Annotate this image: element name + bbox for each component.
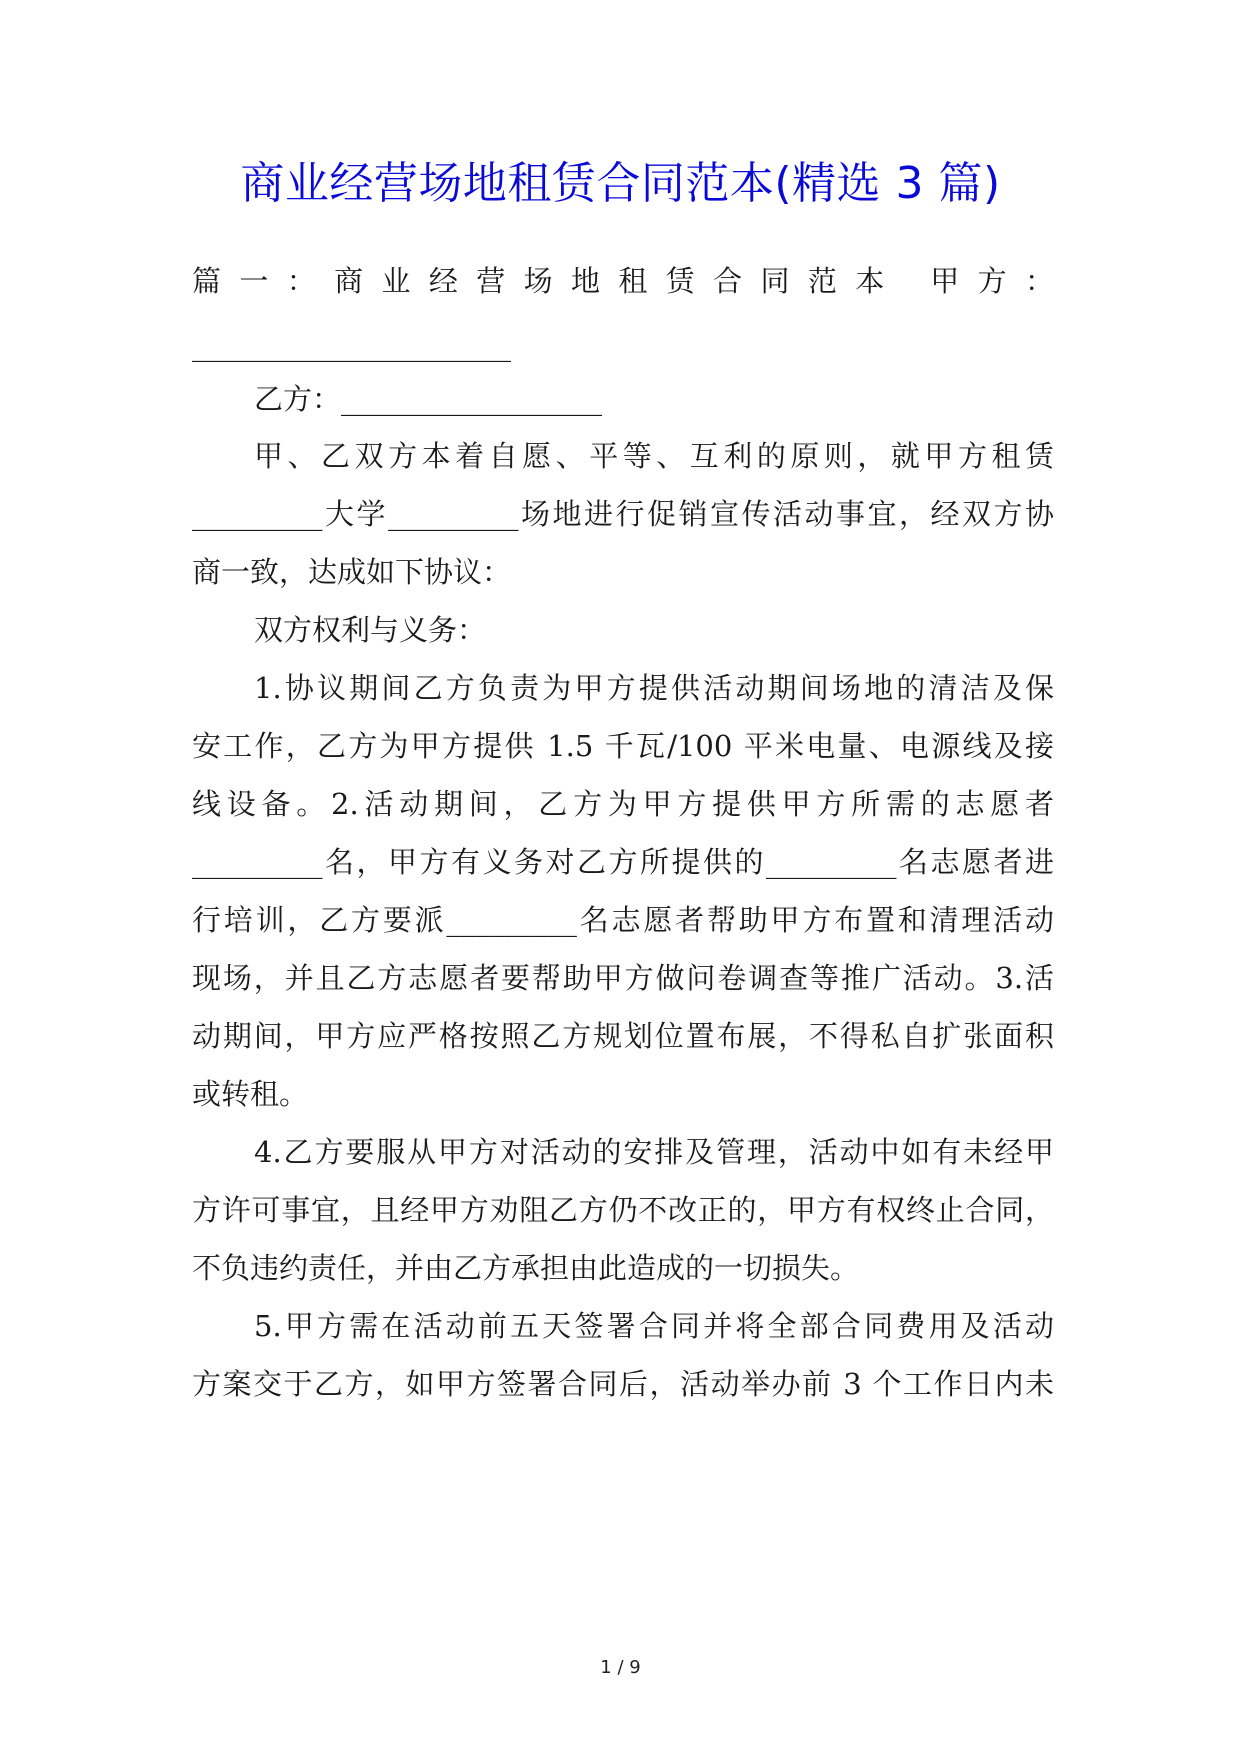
text-line: 线设备。2.活动期间，乙方为甲方提供甲方所需的志愿者 xyxy=(192,787,1054,821)
text-line: 篇一：商业经营场地租赁合同范本 甲方： xyxy=(192,264,1054,298)
text-line: 方案交于乙方，如甲方签署合同后，活动举办前 3 个工作日内未 xyxy=(192,1367,1054,1401)
text-line: 乙方：__________________ xyxy=(254,382,603,416)
text-line: 1.协议期间乙方负责为甲方提供活动期间场地的清洁及保 xyxy=(254,671,1054,705)
text-line: 双方权利与义务： xyxy=(254,613,487,647)
document-title: 商业经营场地租赁合同范本(精选 3 篇) xyxy=(240,158,1001,209)
text-line: 5.甲方需在活动前五天签署合同并将全部合同费用及活动 xyxy=(254,1309,1054,1343)
text-line: 行培训，乙方要派_________名志愿者帮助甲方布置和清理活动 xyxy=(192,903,1054,937)
text-line: _________名，甲方有义务对乙方所提供的_________名志愿者进 xyxy=(192,845,1054,879)
text-line: 方许可事宜，且经甲方劝阻乙方仍不改正的，甲方有权终止合同， xyxy=(192,1193,1054,1227)
text-line: 不负违约责任，并由乙方承担由此造成的一切损失。 xyxy=(192,1251,860,1285)
text-line: 4.乙方要服从甲方对活动的安排及管理，活动中如有未经甲 xyxy=(254,1135,1054,1169)
text-line: 商一致，达成如下协议： xyxy=(192,555,512,589)
text-line: 现场，并且乙方志愿者要帮助甲方做问卷调查等推广活动。3.活 xyxy=(192,961,1054,995)
text-line: ______________________ xyxy=(192,328,511,362)
text-line: 或转租。 xyxy=(192,1077,309,1111)
page-number: 1 / 9 xyxy=(600,1657,641,1678)
text-line: _________大学_________场地进行促销宣传活动事宜，经双方协 xyxy=(192,497,1054,531)
text-line: 安工作，乙方为甲方提供 1.5 千瓦/100 平米电量、电源线及接 xyxy=(192,729,1054,763)
text-line: 甲、乙双方本着自愿、平等、互利的原则，就甲方租赁 xyxy=(254,439,1054,473)
text-line: 动期间，甲方应严格按照乙方规划位置布展，不得私自扩张面积 xyxy=(192,1019,1054,1053)
